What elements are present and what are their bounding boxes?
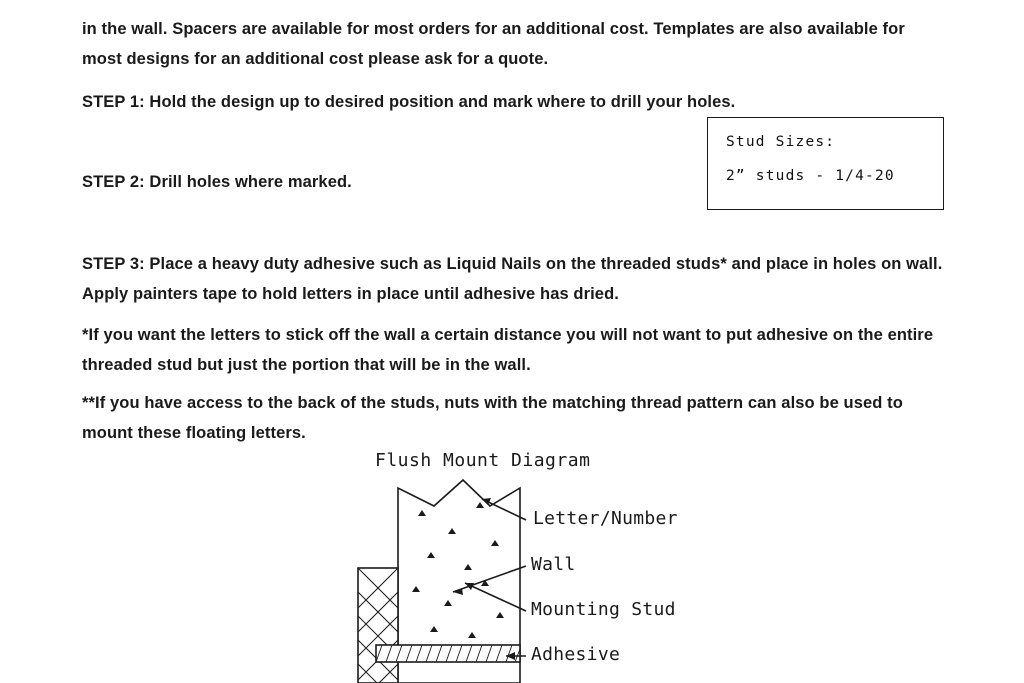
paragraph-step-3: STEP 3: Place a heavy duty adhesive such as Liquid Nails on the threaded studs* and place in holes on wall. Apply painters tape to hold letters in place until adhesive has dried. xyxy=(82,254,943,303)
stud-sizes-value: 2” studs - 1/4-20 xyxy=(726,168,895,184)
diagram-label-wall: Wall xyxy=(531,554,576,575)
stud-sizes-box xyxy=(707,117,944,210)
paragraph-intro: in the wall. Spacers are available for most orders for an additional cost. Templates are also available for most designs for an additional cost please ask for a quote. xyxy=(82,19,905,68)
paragraph-step-1: STEP 1: Hold the design up to desired position and mark where to drill your holes. xyxy=(82,92,736,111)
diagram-label-mounting-stud: Mounting Stud xyxy=(531,599,676,620)
diagram-label-adhesive: Adhesive xyxy=(531,644,621,665)
flush-mount-diagram xyxy=(330,440,770,683)
paragraph-note-2: **If you have access to the back of the studs, nuts with the matching thread pattern can also be used to mount these floating letters. xyxy=(82,393,903,442)
paragraph-note-1: *If you want the letters to stick off the wall a certain distance you will not want to put adhesive on the entire threaded stud but just the portion that will be in the wall. xyxy=(82,325,934,374)
diagram-label-letter-number: Letter/Number xyxy=(533,508,678,529)
paragraph-step-2: STEP 2: Drill holes where marked. xyxy=(82,172,352,191)
stud-sizes-heading: Stud Sizes: xyxy=(726,134,836,150)
diagram-title: Flush Mount Diagram xyxy=(375,450,591,471)
